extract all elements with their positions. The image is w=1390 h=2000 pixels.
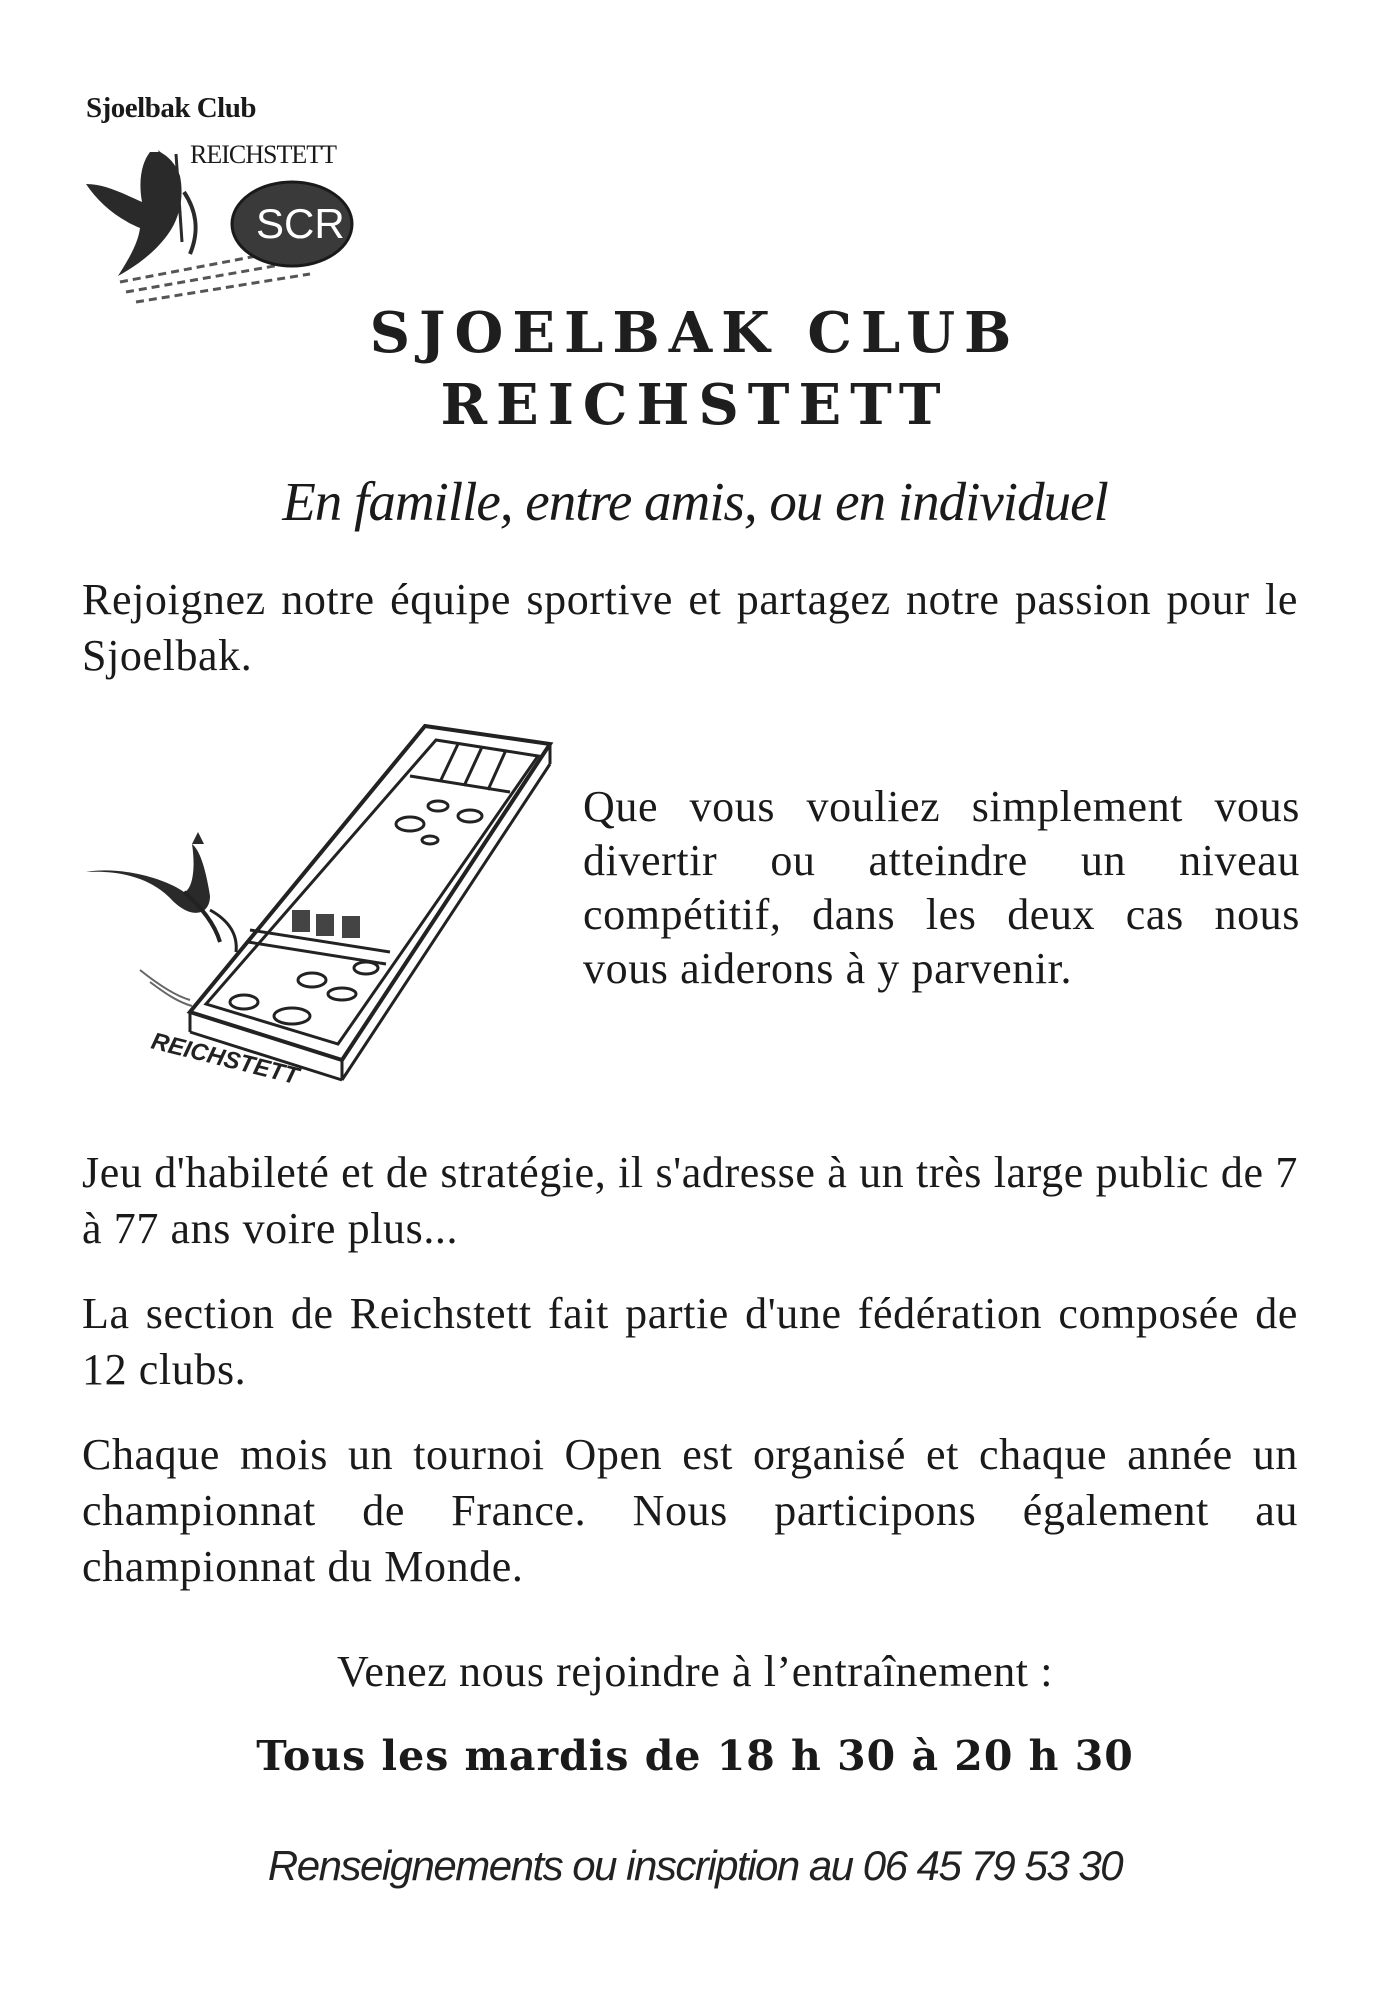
logo-place: REICHSTETT <box>190 140 336 169</box>
club-logo <box>80 92 410 312</box>
logo-badge: SCR <box>256 200 345 247</box>
training-invite: Venez nous rejoindre à l’entraînement : <box>336 1647 1054 1696</box>
paragraph-tournaments: Chaque mois un tournoi Open est organisé et chaque année un championnat de France. Nous participons également au championnat du Monde. <box>82 1430 1298 1591</box>
contact-line: Renseignements ou inscription au 06 45 79 53 30 <box>267 1842 1123 1889</box>
side-paragraph: Que vous vouliez simplement vous divertir ou atteindre un niveau compétitif, dans les deux cas nous vous aiderons à y parvenir. <box>583 782 1300 993</box>
page-title-line1: SJOELBAK CLUB <box>369 300 1021 366</box>
training-hours: Tous les mardis de 18 h 30 à 20 h 30 <box>256 1732 1134 1780</box>
page-title-line2: REICHSTETT <box>440 372 950 438</box>
paragraph-skill: Jeu d'habileté et de stratégie, il s'adresse à un très large public de 7 à 77 ans voire plus... <box>82 1148 1298 1253</box>
intro-paragraph: Rejoignez notre équipe sportive et partagez notre passion pour le Sjoelbak. <box>82 575 1298 680</box>
paragraph-federation: La section de Reichstett fait partie d'une fédération composée de 12 clubs. <box>82 1289 1298 1394</box>
board-label: REICHSTETT <box>148 1027 302 1090</box>
tagline: En famille, entre amis, ou en individuel <box>282 471 1108 532</box>
logo-club-name: Sjoelbak Club <box>86 92 256 124</box>
sjoelbak-board-illustration <box>80 720 560 1090</box>
